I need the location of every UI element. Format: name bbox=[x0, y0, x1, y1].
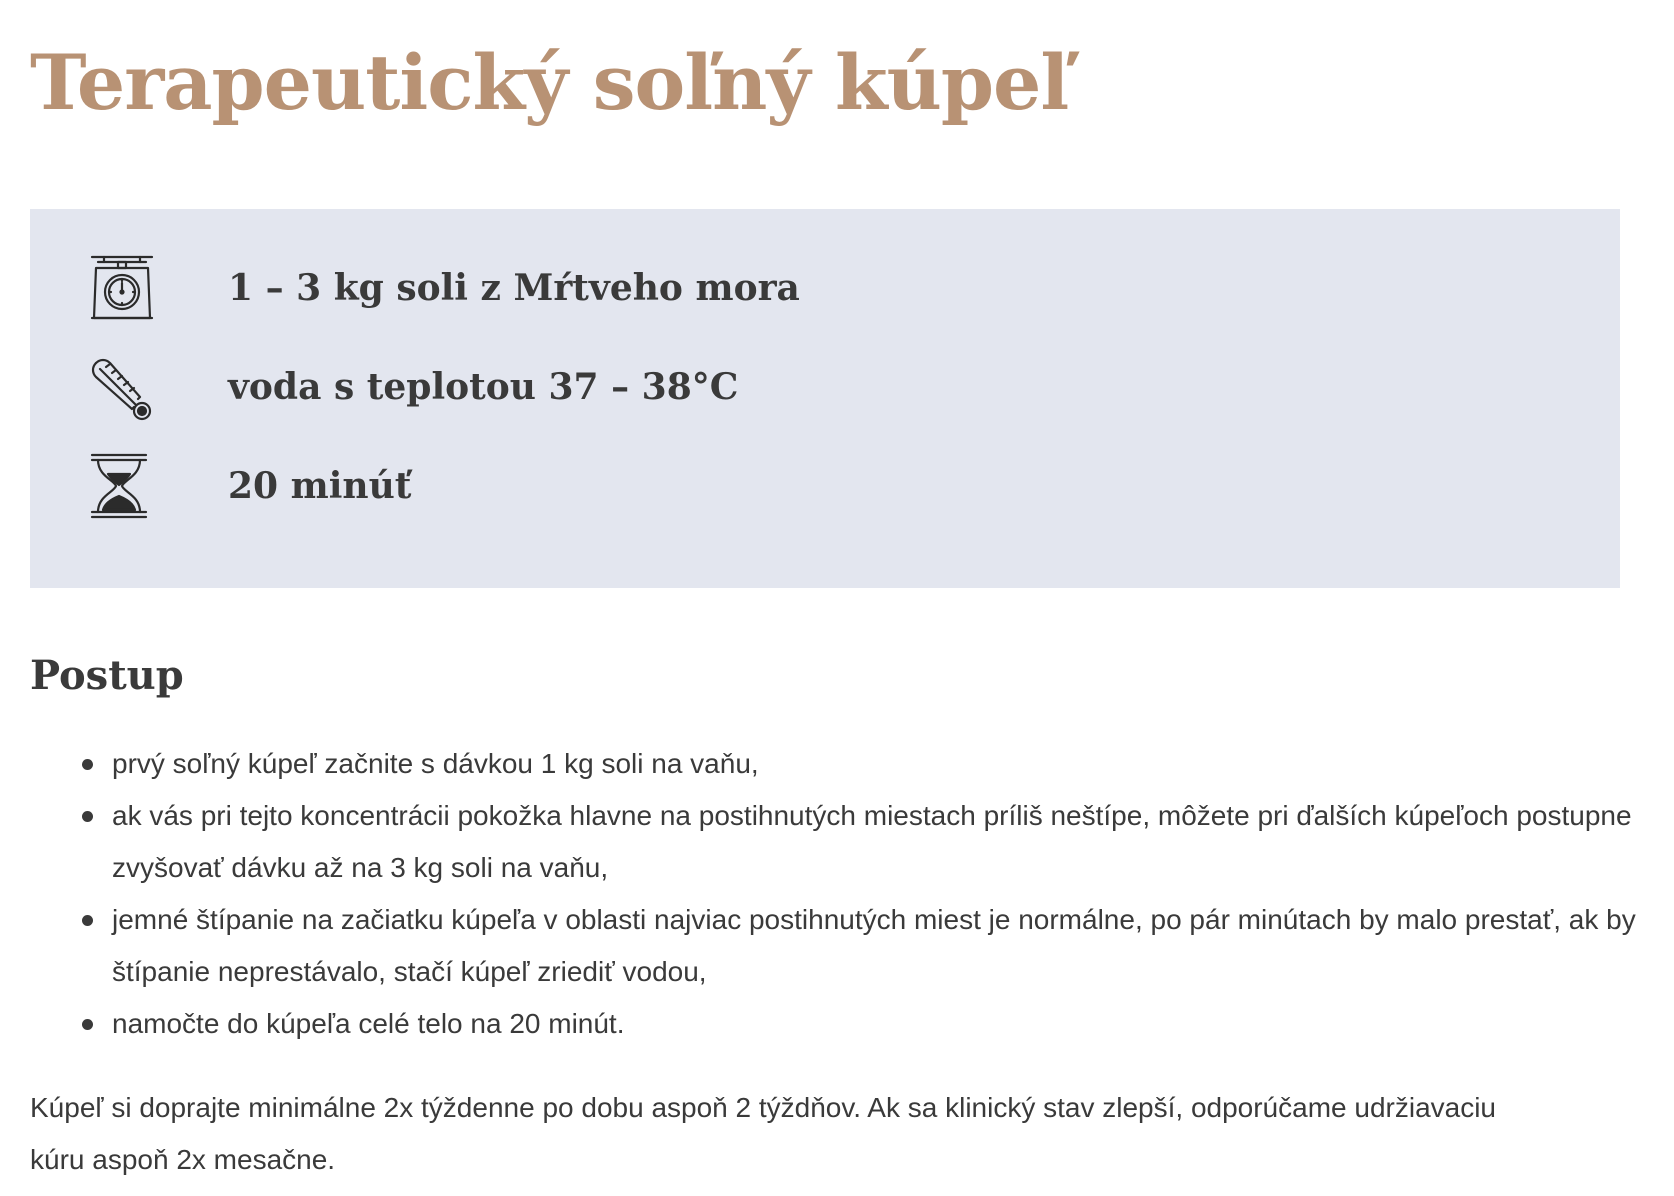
bullet-icon bbox=[82, 1019, 93, 1030]
info-text-temperature: voda s teplotou 37 – 38°C bbox=[228, 366, 739, 408]
info-text-salt: 1 – 3 kg soli z Mŕtveho mora bbox=[228, 267, 800, 309]
closing-paragraph: Kúpeľ si doprajte minimálne 2x týždenne po dobu aspoň 2 týždňov. Ak sa klinický stav zlepší, odporúčame udržiavaciu kúru aspoň 2x mesačne. bbox=[30, 1092, 1497, 1175]
hourglass-icon bbox=[90, 452, 154, 520]
bullet-icon bbox=[82, 811, 93, 822]
list-item bbox=[30, 998, 1650, 1050]
procedure-list bbox=[30, 738, 1650, 1050]
bullet-icon bbox=[82, 915, 93, 926]
step-text: jemné štípanie na začiatku kúpeľa v oblasti najviac postihnutých miest je normálne, po pár minútach by malo prestať, ak by štípanie neprestávalo, stačí kúpeľ zriediť vodou, bbox=[112, 904, 1636, 987]
info-row-temperature bbox=[30, 353, 1620, 423]
list-item bbox=[30, 894, 1650, 998]
list-item bbox=[30, 790, 1650, 894]
thermometer-icon bbox=[90, 353, 154, 421]
bullet-icon bbox=[82, 759, 93, 770]
list-item bbox=[30, 738, 1650, 790]
info-row-salt bbox=[30, 254, 1620, 324]
step-text: prvý soľný kúpeľ začnite s dávkou 1 kg soli na vaňu, bbox=[112, 748, 759, 779]
step-text: namočte do kúpeľa celé telo na 20 minút. bbox=[112, 1008, 625, 1039]
page-title: Terapeutický soľný kúpeľ bbox=[30, 38, 1069, 127]
info-text-duration: 20 minúť bbox=[228, 465, 412, 507]
step-text: ak vás pri tejto koncentrácii pokožka hlavne na postihnutých miestach príliš neštípe, môžete pri ďalších kúpeľoch postupne zvyšovať dávku až na 3 kg soli na vaňu, bbox=[112, 800, 1632, 883]
procedure-heading: Postup bbox=[30, 652, 184, 699]
ingredients-box bbox=[30, 209, 1620, 588]
scale-icon bbox=[90, 254, 154, 322]
info-row-duration bbox=[30, 452, 1620, 522]
